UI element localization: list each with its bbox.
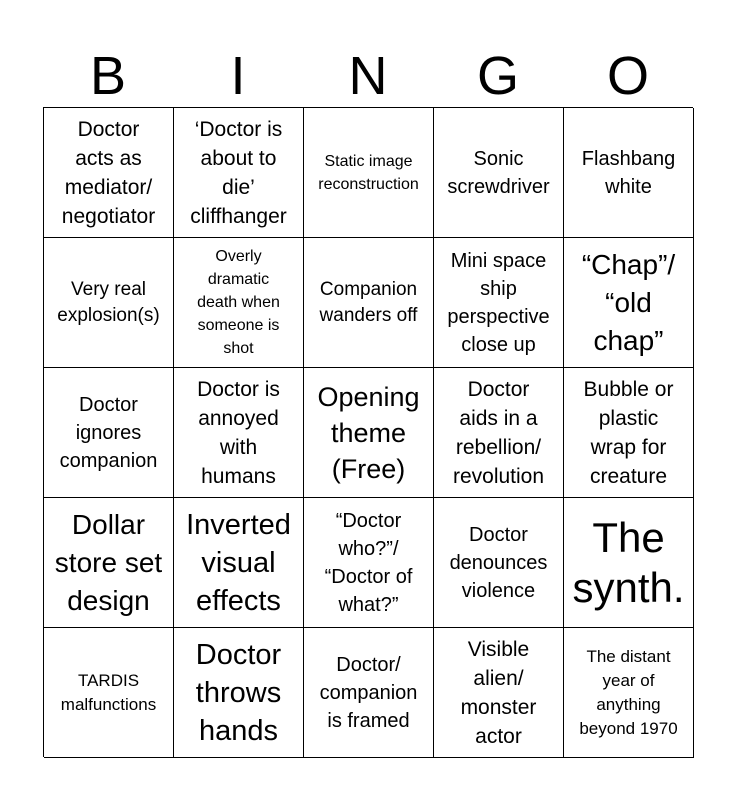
bingo-cell-r3c2[interactable]: Doctor is annoyed with humans bbox=[174, 368, 304, 498]
header-letter-o: O bbox=[606, 46, 649, 106]
bingo-cell-r5c2[interactable]: Doctor throws hands bbox=[174, 628, 304, 758]
bingo-cell-r5c5[interactable]: The distant year of anything beyond 1970 bbox=[564, 628, 694, 758]
bingo-cell-r2c2[interactable]: Overly dramatic death when someone is shot bbox=[174, 238, 304, 368]
bingo-cell-r3c4[interactable]: Doctor aids in a rebellion/ revolution bbox=[434, 368, 564, 498]
bingo-cell-r1c1[interactable]: Doctor acts as mediator/ negotiator bbox=[44, 108, 174, 238]
bingo-cell-r1c5[interactable]: Flashbang white bbox=[564, 108, 694, 238]
bingo-cell-r3c1[interactable]: Doctor ignores companion bbox=[44, 368, 174, 498]
header-letter-g: G bbox=[476, 46, 519, 106]
bingo-header bbox=[43, 44, 693, 108]
header-letter-b: B bbox=[89, 46, 127, 106]
bingo-cell-r4c1[interactable]: Dollar store set design bbox=[44, 498, 174, 628]
bingo-cell-r2c4[interactable]: Mini space ship perspective close up bbox=[434, 238, 564, 368]
bingo-cell-r5c3[interactable]: Doctor/ companion is framed bbox=[304, 628, 434, 758]
header-letter-n: N bbox=[348, 46, 388, 106]
bingo-cell-r4c3[interactable]: “Doctor who?”/ “Doctor of what?” bbox=[304, 498, 434, 628]
bingo-cell-r2c1[interactable]: Very real explosion(s) bbox=[44, 238, 174, 368]
bingo-cell-r4c2[interactable]: Inverted visual effects bbox=[174, 498, 304, 628]
header-letter-i: I bbox=[230, 46, 246, 106]
bingo-cell-r4c5[interactable]: The synth. bbox=[564, 498, 694, 628]
bingo-cell-r3c3-free[interactable]: Opening theme (Free) bbox=[304, 368, 434, 498]
bingo-cell-r5c4[interactable]: Visible alien/ monster actor bbox=[434, 628, 564, 758]
bingo-cell-r1c4[interactable]: Sonic screwdriver bbox=[434, 108, 564, 238]
bingo-board bbox=[43, 107, 693, 757]
bingo-cell-r4c4[interactable]: Doctor denounces violence bbox=[434, 498, 564, 628]
bingo-cell-r1c3[interactable]: Static image reconstruction bbox=[304, 108, 434, 238]
bingo-cell-r1c2[interactable]: ‘Doctor is about to die’ cliffhanger bbox=[174, 108, 304, 238]
bingo-cell-r2c5[interactable]: “Chap”/ “old chap” bbox=[564, 238, 694, 368]
bingo-cell-r5c1[interactable]: TARDIS malfunctions bbox=[44, 628, 174, 758]
bingo-cell-r3c5[interactable]: Bubble or plastic wrap for creature bbox=[564, 368, 694, 498]
bingo-cell-r2c3[interactable]: Companion wanders off bbox=[304, 238, 434, 368]
